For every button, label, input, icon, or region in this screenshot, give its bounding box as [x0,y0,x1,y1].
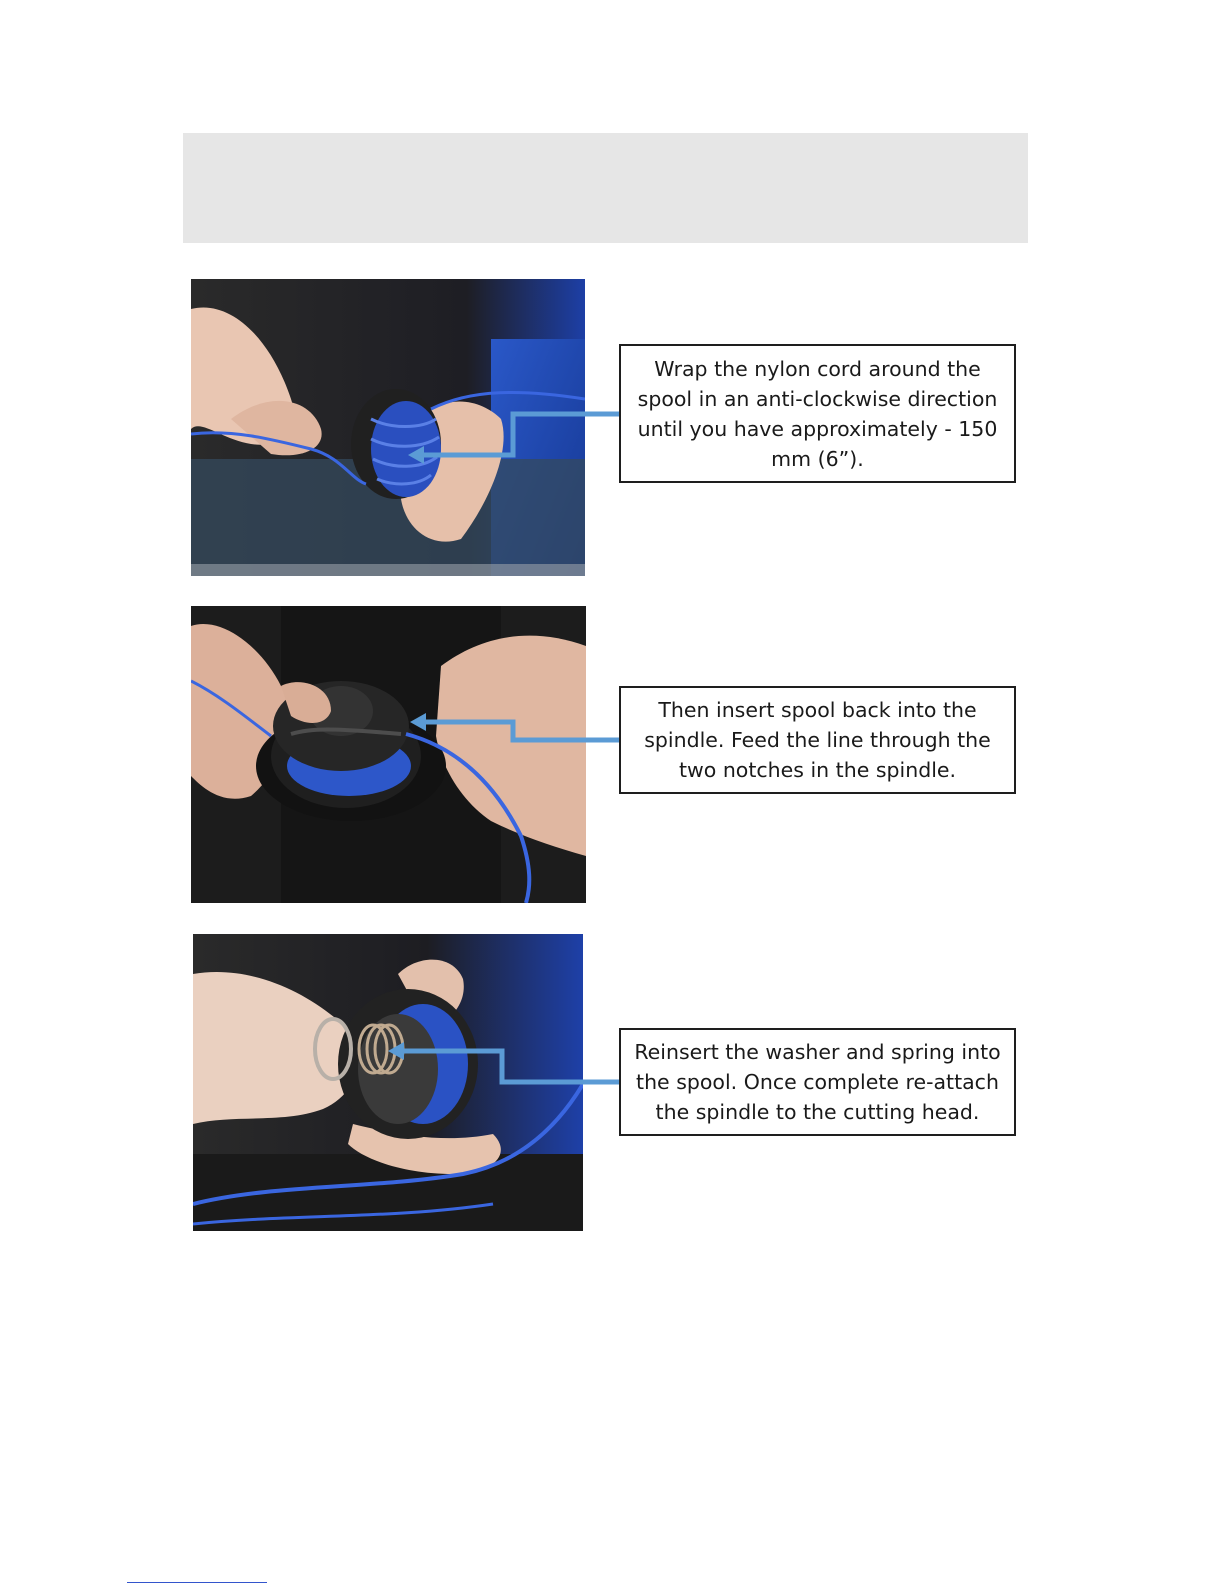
step-2-caption: Then insert spool back into the spindle. Feed the line through the two notches in the spindle. [644,698,991,782]
step-2-photo [191,606,586,903]
step-1-caption: Wrap the nylon cord around the spool in an anti-clockwise direction until you have approximately - 150 mm (6”). [637,356,998,471]
step-2-caption-box [619,686,1016,794]
footnote-rule [127,1582,267,1583]
step-3-caption: Reinsert the washer and spring into the spool. Once complete re-attach the spindle to the cutting head. [634,1040,1001,1124]
step-1-photo [191,279,585,576]
step-3-caption-box [619,1028,1016,1136]
hands-wrapping-cord-on-spool-photo [191,279,585,576]
step-1-caption-box [619,344,1016,483]
step-3-photo [193,934,583,1231]
header-band [183,133,1028,243]
spool-inserted-into-spindle-photo [191,606,586,903]
washer-and-spring-on-spool-photo [193,934,583,1231]
